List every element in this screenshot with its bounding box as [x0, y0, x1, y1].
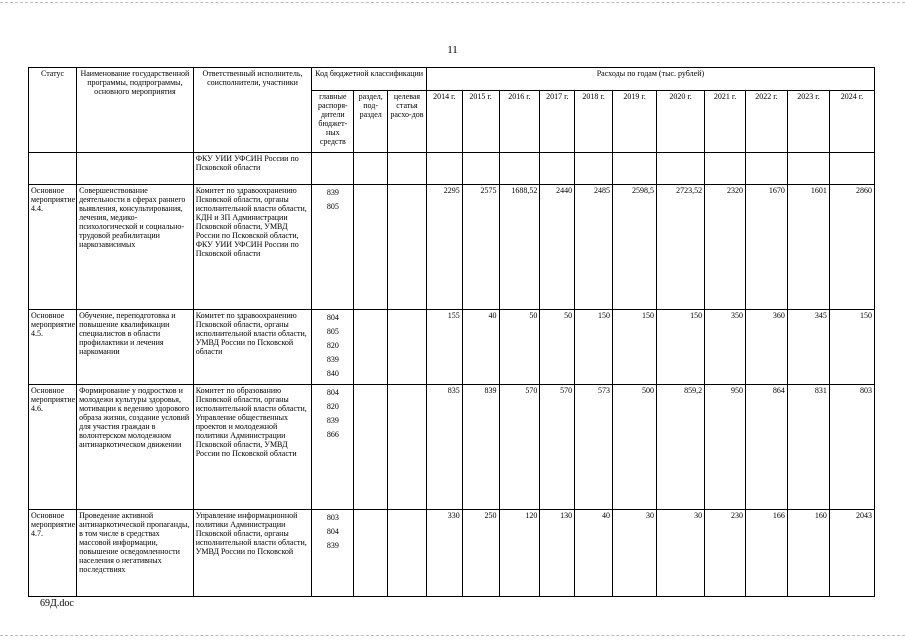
header-budget-code: Код бюджетной классификации: [312, 68, 427, 91]
executor-cell: Комитет по здравоохранению Псковской области, органы исполнительной власти области, КДН и ЗП Администрации Псковской области, УМВД России по Псковской области, ФКУ УИИ УФСИН России по Псковской области: [193, 185, 312, 310]
value-cell: 1688,52: [499, 185, 540, 310]
header-name: Наименование государственной программы, подпрограммы, основного мероприятия: [77, 68, 194, 153]
value-cell: 1670: [745, 185, 787, 310]
status-cell: Основное мероприятие 4.6.: [29, 385, 77, 510]
value-cell: 345: [787, 310, 829, 385]
value-cell: 839: [462, 385, 499, 510]
header-year: 2020 г.: [657, 91, 705, 153]
table-row: [29, 510, 875, 597]
value-cell: 2440: [540, 185, 575, 310]
value-cell: 130: [540, 510, 575, 597]
value-cell: 230: [705, 510, 746, 597]
value-cell: 40: [462, 310, 499, 385]
name-cell: Формирование у подростков и молодежи культуры здоровья, мотивации к ведению здорового образа жизни, создание условий для участия граждан в волонтерском молодежном антинаркотическом движении: [77, 385, 194, 510]
header-year: 2016 г.: [499, 91, 540, 153]
budget-code: 803: [326, 513, 339, 522]
header-year: 2022 г.: [745, 91, 787, 153]
value-cell: 500: [613, 385, 657, 510]
value-cell: 360: [745, 310, 787, 385]
status-cell: Основное мероприятие 4.4.: [29, 185, 77, 310]
header-year: 2019 г.: [613, 91, 657, 153]
budget-code: 820: [326, 402, 339, 411]
name-cell: Проведение активной антинаркотической пропаганды, в том числе в средствах массовой информации, повышение осведомленности населения о негативных последствиях: [77, 510, 194, 597]
value-cell: 859,2: [657, 385, 705, 510]
value-cell: 2598,5: [613, 185, 657, 310]
scan-bottom-edge: [0, 635, 905, 636]
value-cell: 570: [499, 385, 540, 510]
budget-code: 839: [326, 416, 339, 425]
header-year: 2015 г.: [462, 91, 499, 153]
header-code-main: главные распоря-дители бюджет-ных средств: [312, 91, 354, 153]
status-cell: Основное мероприятие 4.5.: [29, 310, 77, 385]
value-cell: 803: [829, 385, 874, 510]
executor-cell: Комитет по здравоохранению Псковской области, органы исполнительной власти области, УМВД России по Псковской области: [193, 310, 312, 385]
budget-codes-cell: [312, 510, 354, 597]
executor-cell: Управление информационной политики Администрации Псковской области, органы исполнительной власти области, УМВД России по Псковской: [193, 510, 312, 597]
budget-code: 839: [326, 188, 339, 197]
value-cell: 1601: [787, 185, 829, 310]
header-status: Статус: [29, 68, 77, 153]
value-cell: 50: [540, 310, 575, 385]
header-year: 2021 г.: [705, 91, 746, 153]
scan-top-edge: [0, 2, 905, 3]
budget-code: 839: [326, 541, 339, 550]
value-cell: 2320: [705, 185, 746, 310]
value-cell: 160: [787, 510, 829, 597]
header-code-section: раздел, под-раздел: [354, 91, 388, 153]
header-year: 2024 г.: [829, 91, 874, 153]
value-cell: 573: [575, 385, 613, 510]
name-cell: Обучение, переподготовка и повышение квалификации специалистов в области профилактики и лечения наркомании: [77, 310, 194, 385]
budget-code: 805: [326, 202, 339, 211]
budget-code: 820: [326, 341, 339, 350]
table-row: [29, 385, 875, 510]
value-cell: 950: [705, 385, 746, 510]
header-year: 2023 г.: [787, 91, 829, 153]
value-cell: 150: [829, 310, 874, 385]
table-row-continuation: [29, 153, 875, 185]
value-cell: 835: [426, 385, 462, 510]
value-cell: 40: [575, 510, 613, 597]
value-cell: 2723,52: [657, 185, 705, 310]
budget-code: 804: [326, 313, 339, 322]
value-cell: 150: [575, 310, 613, 385]
value-cell: 2575: [462, 185, 499, 310]
budget-code: 804: [326, 527, 339, 536]
file-name-footer: 69Д.doc: [40, 598, 74, 609]
budget-code: 804: [326, 388, 339, 397]
table-row: [29, 310, 875, 385]
executor-cell: ФКУ УИИ УФСИН России по Псковской области: [193, 153, 312, 185]
value-cell: 150: [613, 310, 657, 385]
budget-code: 866: [326, 430, 339, 439]
value-cell: 50: [499, 310, 540, 385]
value-cell: 330: [426, 510, 462, 597]
value-cell: 2295: [426, 185, 462, 310]
header-year: 2014 г.: [426, 91, 462, 153]
status-cell: Основное мероприятие 4.7.: [29, 510, 77, 597]
value-cell: 350: [705, 310, 746, 385]
value-cell: 150: [657, 310, 705, 385]
expenses-table: [28, 67, 875, 597]
value-cell: 831: [787, 385, 829, 510]
page-number: 11: [447, 44, 458, 56]
header-year: 2017 г.: [540, 91, 575, 153]
value-cell: 2485: [575, 185, 613, 310]
budget-codes-cell: [312, 385, 354, 510]
executor-cell: Комитет по образованию Псковской области, органы исполнительной власти области, Управление общественных проектов и молодежной политики Администрации Псковской области, УМВД России по Псковской области: [193, 385, 312, 510]
value-cell: 2043: [829, 510, 874, 597]
value-cell: 155: [426, 310, 462, 385]
value-cell: 166: [745, 510, 787, 597]
budget-codes-cell: [312, 310, 354, 385]
budget-code: 839: [326, 355, 339, 364]
value-cell: 250: [462, 510, 499, 597]
budget-code: 840: [326, 369, 339, 378]
budget-code: 805: [326, 327, 339, 336]
value-cell: 120: [499, 510, 540, 597]
header-year: 2018 г.: [575, 91, 613, 153]
value-cell: 864: [745, 385, 787, 510]
header-code-article: целевая статья расхо-дов: [388, 91, 427, 153]
value-cell: 30: [657, 510, 705, 597]
header-executor: Ответственный исполнитель, соисполнители, участники: [193, 68, 312, 153]
header-expenses: Расходы по годам (тыс. рублей): [426, 68, 874, 91]
value-cell: 30: [613, 510, 657, 597]
name-cell: Совершенствование деятельности в сферах раннего выявления, консультирования, лечения, медико-психологической и социально-трудовой реабилитации наркозависимых: [77, 185, 194, 310]
value-cell: 570: [540, 385, 575, 510]
header-row-1: [29, 68, 875, 91]
table-row: [29, 185, 875, 310]
value-cell: 2860: [829, 185, 874, 310]
budget-codes-cell: [312, 185, 354, 310]
